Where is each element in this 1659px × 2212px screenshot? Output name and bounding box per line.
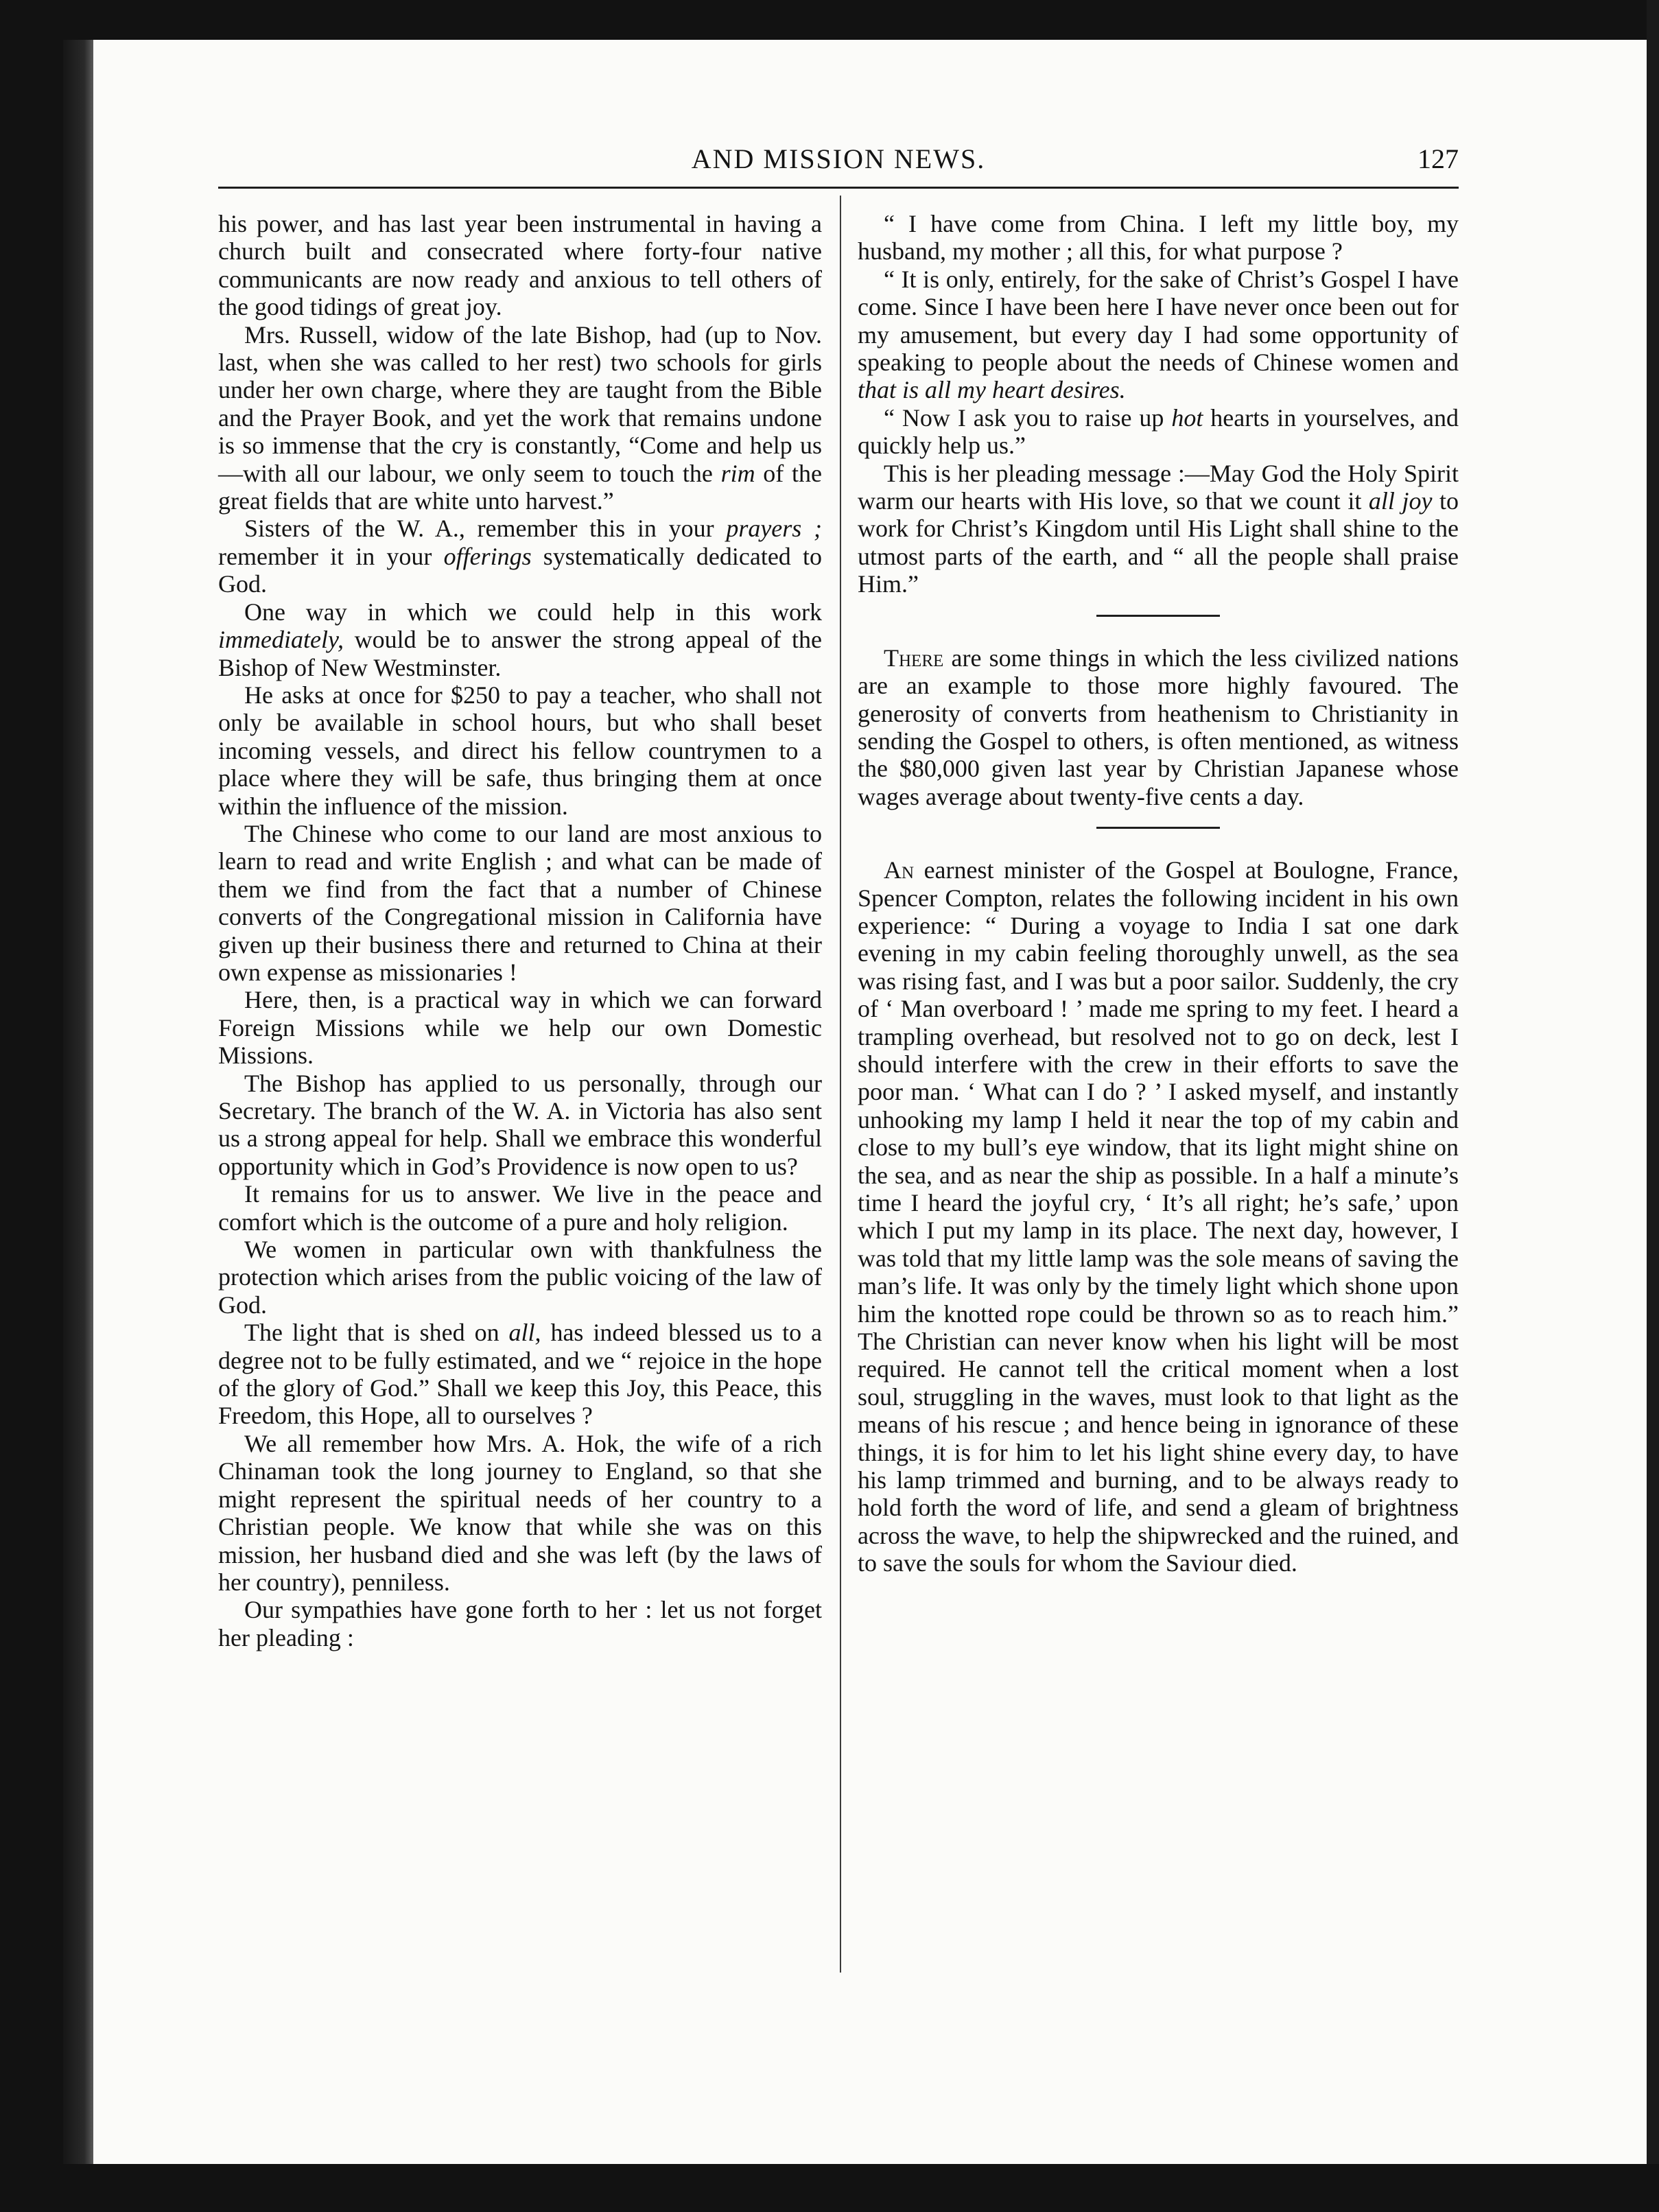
scan-border-bottom — [0, 2164, 1659, 2212]
paragraph: This is her pleading message :—May God the Holy Spirit warm our hearts with His love, so that we count it all joy to work for Christ’s Kingdom until His Light shall shine to the utmost parts of the earth, and “ all the people shall praise Him.” — [858, 459, 1459, 598]
paragraph: Here, then, is a practical way in which we can forward Foreign Missions while we help our own Domestic Missions. — [218, 986, 822, 1070]
paragraph: There are some things in which the less civilized nations are an example to those more highly favoured. The generosity of converts from heathenism to Christianity in sending the Gospel to others, is often mentioned, as witness the $80,000 given last year by Christian Japanese whose wages average about twenty-five cents a day. — [858, 644, 1459, 810]
paragraph: We women in particular own with thankfulness the protection which arises from the public voicing of the law of God. — [218, 1236, 822, 1319]
paragraph: One way in which we could help in this work immediately, would be to answer the strong appeal of the Bishop of New Westminster. — [218, 598, 822, 681]
paragraph: his power, and has last year been instrumental in having a church built and consecrated where forty-four native communicants are now ready and anxious to tell others of the good tidings of great joy. — [218, 210, 822, 321]
running-title: AND MISSION NEWS. — [691, 143, 986, 174]
page-binding-shadow — [63, 40, 93, 2212]
section-divider — [1096, 827, 1220, 829]
paragraph: The Chinese who come to our land are most anxious to learn to read and write English ; and what can be made of them we find from the fact that a number of Chinese converts of the Congregational mission in California have given up their business there and returned to China at their own expense as missionaries ! — [218, 819, 822, 986]
page-number: 127 — [1417, 143, 1459, 174]
scan-border-right — [1647, 0, 1659, 2212]
right-column — [858, 210, 1459, 1577]
paragraph: An earnest minister of the Gospel at Boulogne, France, Spencer Compton, relates the following incident in his own experience: “ During a voyage to India I sat one dark evening in my cabin feeling thoroughly unwell, as the sea was rising fast, and I was but a poor sailor. Suddenly, the cry of ‘ Man overboard ! ’ made me spring to my feet. I heard a trampling overhead, but resolved not to go on deck, lest I should interfere with the crew in their efforts to save the poor man. ‘ What can I do ? ’ I asked myself, and instantly unhooking my lamp I held it near the top of my cabin and close to my bull’s eye window, that its light might shine on the sea, and as near the ship as possible. In a half a minute’s time I heard the joyful cry, ‘ It’s all right; he’s safe,’ upon which I put my lamp in its place. The next day, however, I was told that my little lamp was the sole means of saving the man’s life. It was only by the timely light which shone upon him the knotted rope could be thrown so as to reach him.” The Christian can never know when his light will be most required. He cannot tell the critical moment when a lost soul, struggling in the waves, must look to that light as the means of his rescue ; and hence being in ignorance of these things, it is for him to let his light shine every day, to have his lamp trimmed and burning, and to be always ready to hold forth the word of life, and send a gleam of brightness across the wave, to help the shipwrecked and the ruined, and to save the souls for whom the Saviour died. — [858, 856, 1459, 1577]
section-divider — [1096, 615, 1220, 617]
paragraph: Mrs. Russell, widow of the late Bishop, had (up to Nov. last, when she was called to her rest) two schools for girls under her own charge, where they are taught from the Bible and the Prayer Book, and yet the work that remains undone is so immense that the cry is constantly, “Come and help us—with all our labour, we only seem to touch the rim of the great fields that are white unto harvest.” — [218, 320, 822, 515]
running-header — [218, 143, 1459, 181]
header-rule — [218, 187, 1459, 189]
paragraph: “ Now I ask you to raise up hot hearts in yourselves, and quickly help us.” — [858, 403, 1459, 460]
paragraph: The Bishop has applied to us personally, through our Secretary. The branch of the W. A. in Victoria has also sent us a strong appeal for help. Shall we embrace this wonderful opportunity which in God’s Providence is now open to us? — [218, 1069, 822, 1180]
paragraph: He asks at once for $250 to pay a teacher, who shall not only be available in school hours, but who shall beset incoming vessels, and direct his fellow countrymen to a place where they will be safe, thus bringing them at once within the influence of the mission. — [218, 681, 822, 820]
paragraph: The light that is shed on all, has indeed blessed us to a degree not to be fully estimated, and we “ rejoice in the hope of the glory of God.” Shall we keep this Joy, this Peace, this Freedom, this Hope, all to ourselves ? — [218, 1319, 822, 1430]
paragraph: Sisters of the W. A., remember this in your prayers ; remember it in your offerings systematically dedicated to God. — [218, 515, 822, 598]
left-column — [218, 210, 822, 1651]
paragraph: It remains for us to answer. We live in the peace and comfort which is the outcome of a pure and holy religion. — [218, 1180, 822, 1236]
column-rule — [840, 196, 841, 1973]
scan-border-top — [0, 0, 1659, 40]
paragraph: “ It is only, entirely, for the sake of Christ’s Gospel I have come. Since I have been here I have never once been out for my amusement, but every day I had some opportunity of speaking to people about the needs of Chinese women and that is all my heart desires. — [858, 265, 1459, 404]
paragraph: Our sympathies have gone forth to her : let us not forget her pleading : — [218, 1596, 822, 1651]
paragraph: We all remember how Mrs. A. Hok, the wife of a rich Chinaman took the long journey to England, so that she might represent the spiritual needs of her country to a Christian people. We know that while she was on this mission, her husband died and she was left (by the laws of her country), penniless. — [218, 1429, 822, 1596]
paragraph: “ I have come from China. I left my little boy, my husband, my mother ; all this, for what purpose ? — [858, 210, 1459, 266]
